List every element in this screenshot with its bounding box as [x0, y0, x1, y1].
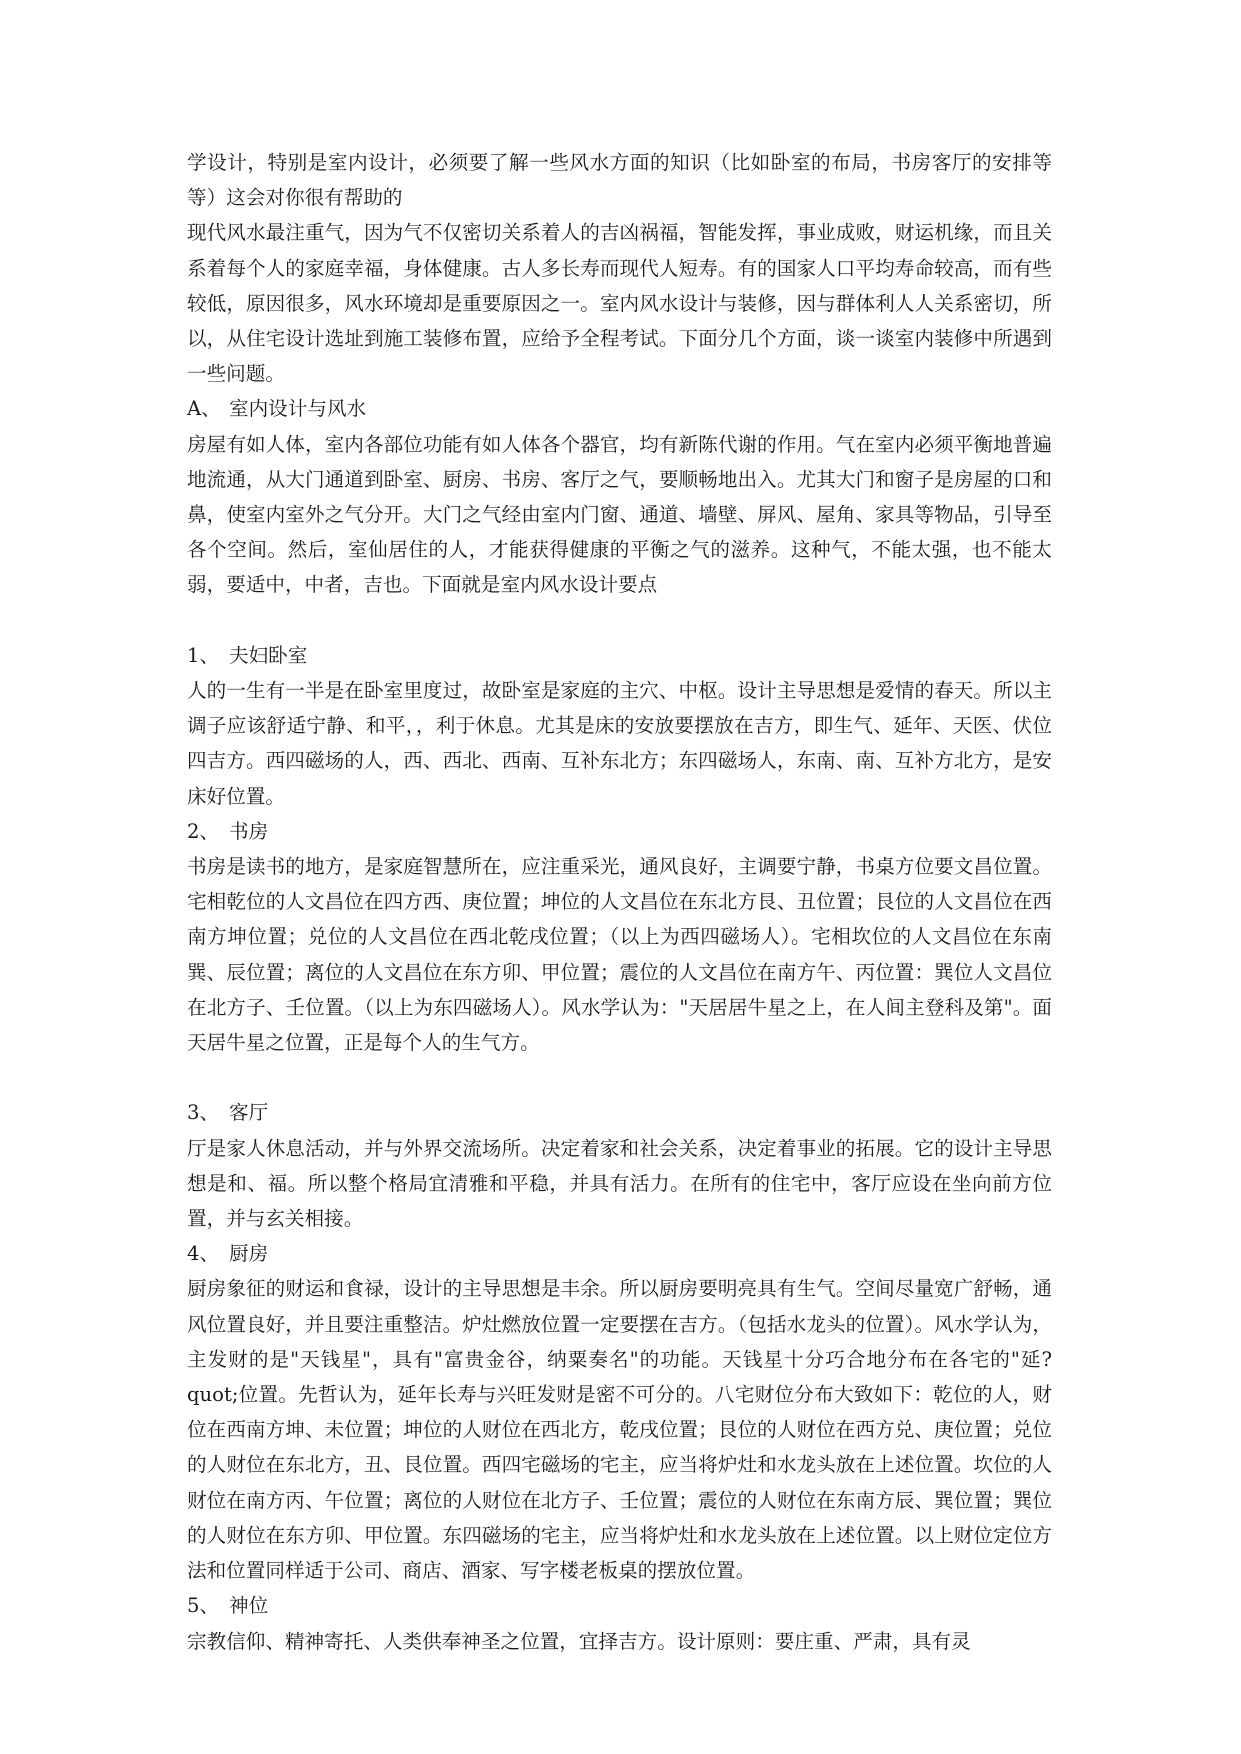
section-3-paragraph: 厅是家人休息活动，并与外界交流场所。决定着家和社会关系，决定着事业的拓展。它的设计主导思想是和、福。所以整个格局宜清雅和平稳，并具有活力。在所有的住宅中，客厅应设在坐向前方位置，并与玄关相接。: [187, 1136, 1052, 1231]
section-title: 书房: [229, 819, 269, 843]
section-title: 神位: [229, 1594, 269, 1618]
section-number: 1、: [187, 643, 220, 667]
document-body: [187, 145, 1052, 1659]
section-heading-a: [187, 391, 1052, 426]
section-number: 5、: [187, 1594, 220, 1618]
section-5-paragraph: 宗教信仰、精神寄托、人类供奉神圣之位置，宜择吉方。设计原则：要庄重、严肃，具有灵: [187, 1629, 971, 1653]
section-heading-2: [187, 814, 1052, 849]
section-1-paragraph: 人的一生有一半是在卧室里度过，故卧室是家庭的主穴、中枢。设计主导思想是爱情的春天。所以主调子应该舒适宁静、和平，，利于休息。尤其是床的安放要摆放在吉方，即生气、延年、天医、伏位四吉方。西四磁场的人，西、西北、西南、互补东北方；东四磁场人，东南、南、互补方北方，是安床好位置。: [187, 679, 1052, 808]
section-heading-5: [187, 1588, 1052, 1623]
section-title: 厨房: [229, 1242, 269, 1266]
section-heading-3: [187, 1095, 1052, 1130]
section-number: A、: [187, 397, 221, 421]
section-title: 夫妇卧室: [229, 643, 308, 667]
section-number: 3、: [187, 1101, 220, 1125]
section-2-paragraph: 书房是读书的地方，是家庭智慧所在，应注重采光，通风良好，主调要宁静，书桌方位要文昌位置。宅相乾位的人文昌位在四方西、庚位置；坤位的人文昌位在东北方艮、丑位置；艮位的人文昌位在西南方坤位置；兑位的人文昌位在西北乾戌位置；（以上为西四磁场人）。宅相坎位的人文昌位在东南巽、辰位置；离位的人文昌位在东方卯、甲位置；震位的人文昌位在南方午、丙位置：巽位人文昌位在北方子、壬位置。（以上为东四磁场人）。风水学认为："天居居牛星之上，在人间主登科及第"。面天居牛星之位置，正是每个人的生气方。: [187, 855, 1052, 1055]
intro-paragraph-1: 学设计，特别是室内设计，必须要了解一些风水方面的知识（比如卧室的布局，书房客厅的安排等等）这会对你很有帮助的: [187, 151, 1052, 210]
section-4-paragraph: 厨房象征的财运和食禄，设计的主导思想是丰余。所以厨房要明亮具有生气。空间尽量宽广舒畅，通风位置良好，并且要注重整洁。炉灶燃放位置一定要摆在吉方。（包括水龙头的位置）。风水学认为，主发财的是"天钱星"，具有"富贵金谷，纳粟奏名"的功能。天钱星十分巧合地分布在各宅的"延?quot;位置。先哲认为，延年长寿与兴旺发财是密不可分的。八宅财位分布大致如下：乾位的人，财位在西南方坤、未位置；坤位的人财位在西北方，乾戌位置；艮位的人财位在西方兑、庚位置；兑位的人财位在东北方，丑、艮位置。西四宅磁场的宅主，应当将炉灶和水龙头放在上述位置。坎位的人财位在南方丙、午位置；离位的人财位在北方子、壬位置；震位的人财位在东南方辰、巽位置；巽位的人财位在东方卯、甲位置。东四磁场的宅主，应当将炉灶和水龙头放在上述位置。以上财位定位方法和位置同样适于公司、商店、酒家、写字楼老板桌的摆放位置。: [187, 1277, 1052, 1583]
section-title: 客厅: [229, 1101, 269, 1125]
blank-line: [187, 1060, 1052, 1095]
section-a-paragraph: 房屋有如人体，室内各部位功能有如人体各个器官，均有新陈代谢的作用。气在室内必须平衡地普遍地流通，从大门通道到卧室、厨房、书房、客厅之气，要顺畅地出入。尤其大门和窗子是房屋的口和鼻，使室内室外之气分开。大门之气经由室内门窗、通道、墙壁、屏风、屋角、家具等物品，引导至各个空间。然后，室仙居住的人，才能获得健康的平衡之气的滋养。这种气，不能太强，也不能太弱，要适中，中者，吉也。下面就是室内风水设计要点: [187, 432, 1052, 597]
intro-paragraph-2: 现代风水最注重气，因为气不仅密切关系着人的吉凶祸福，智能发挥，事业成败，财运机缘，而且关系着每个人的家庭幸福，身体健康。古人多长寿而现代人短寿。有的国家人口平均寿命较高，而有些较低，原因很多，风水环境却是重要原因之一。室内风水设计与装修，因与群体利人人关系密切，所以，从住宅设计选址到施工装修布置，应给予全程考试。下面分几个方面，谈一谈室内装修中所遇到一些问题。: [187, 221, 1052, 386]
section-title: 室内设计与风水: [229, 397, 367, 421]
section-heading-1: [187, 638, 1052, 673]
section-heading-4: [187, 1236, 1052, 1271]
section-number: 2、: [187, 819, 220, 843]
section-number: 4、: [187, 1242, 220, 1266]
blank-line: [187, 603, 1052, 638]
